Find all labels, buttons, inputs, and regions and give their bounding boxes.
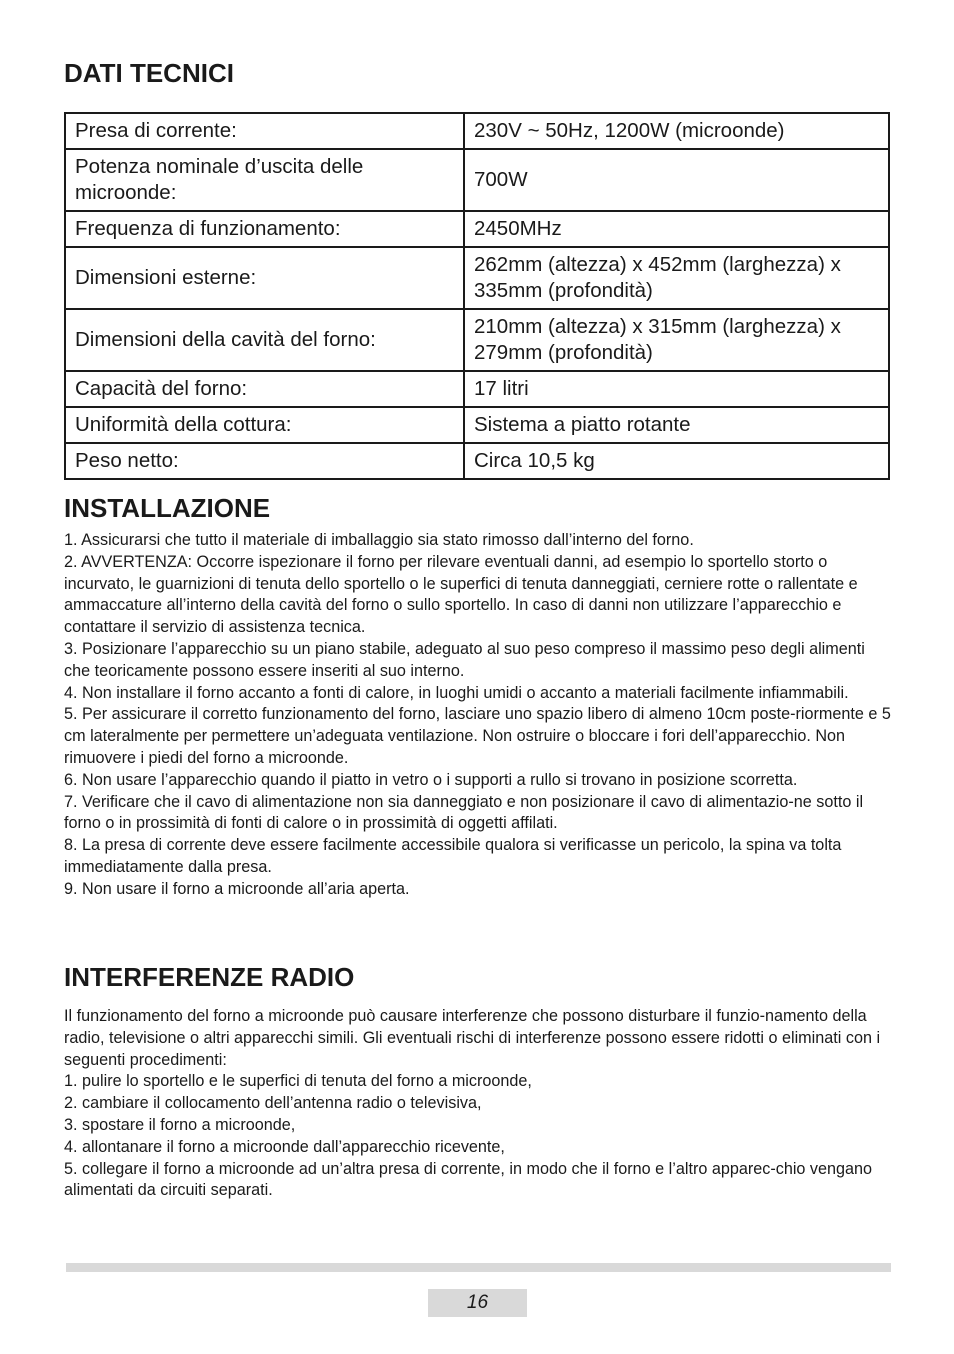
page-number: 16 [428, 1289, 527, 1317]
section-title-installation: INSTALLAZIONE [64, 493, 271, 523]
table-row [65, 149, 889, 211]
spec-label: Peso netto: [65, 443, 464, 479]
list-item: 7. Verificare che il cavo di alimentazione non sia danneggiato e non posizionare il cavo di alimentazio-ne sotto il forno o in prossimità di fonti di calore o in prossimità di oggetti affilati. [64, 792, 864, 833]
table-row [65, 309, 889, 371]
spec-label: Potenza nominale d’uscita delle microonde: [65, 149, 464, 211]
spec-value: 210mm (altezza) x 315mm (larghezza) x 279mm (profondità) [464, 309, 889, 371]
radio-interference-block [64, 1006, 894, 1202]
radio-intro: Il funzionamento del forno a microonde può causare interferenze che possono disturbare il funzio-namento della radio, televisione o altri apparecchi simili. Gli eventuali rischi di interferenze possono essere ridotti o eliminati con i seguenti procedimenti: [64, 1007, 881, 1069]
list-item: 8. La presa di corrente deve essere facilmente accessibile qualora si verificasse un pericolo, la spina va tolta immediatamente dalla presa. [64, 836, 842, 876]
list-item: 9. Non usare il forno a microonde all’aria aperta. [64, 879, 410, 898]
footer-divider [66, 1263, 891, 1272]
spec-value: 262mm (altezza) x 452mm (larghezza) x 335mm (profondità) [464, 247, 889, 309]
table-row [65, 211, 889, 247]
list-item: 3. spostare il forno a microonde, [64, 1115, 296, 1134]
list-item: 5. collegare il forno a microonde ad un’altra presa di corrente, in modo che il forno e l’altro apparec-chio vengano alimentati da circuiti separati. [64, 1159, 873, 1200]
spec-label: Uniformità della cottura: [65, 407, 464, 443]
spec-value: Sistema a piatto rotante [464, 407, 889, 443]
technical-specs-table [64, 112, 890, 480]
spec-label: Dimensioni esterne: [65, 247, 464, 309]
table-row [65, 247, 889, 309]
list-item: 2. AVVERTENZA: Occorre ispezionare il forno per rilevare eventuali danni, ad esempio lo sportello storto o incurvato, le guarnizioni di tenuta dello sportello o le superfici di tenuta danneggiati, cerniere rotte o rallentate e ammaccature all’interno della cavità del forno o sullo sportello. In caso di danni non utilizzare l’apparecchio e contattare il servizio di assistenza tecnica. [64, 552, 858, 637]
spec-value: 230V ~ 50Hz, 1200W (microonde) [464, 113, 889, 149]
spec-label: Capacità del forno: [65, 371, 464, 407]
installation-list [64, 530, 894, 901]
table-row [65, 443, 889, 479]
list-item: 6. Non usare l’apparecchio quando il piatto in vetro o i supporti a rullo si trovano in posizione scorretta. [64, 770, 798, 789]
spec-label: Presa di corrente: [65, 113, 464, 149]
spec-label: Frequenza di funzionamento: [65, 211, 464, 247]
spec-label: Dimensioni della cavità del forno: [65, 309, 464, 371]
table-row [65, 407, 889, 443]
list-item: 2. cambiare il collocamento dell’antenna radio o televisiva, [64, 1094, 482, 1113]
spec-value: 2450MHz [464, 211, 889, 247]
spec-value: 700W [464, 149, 889, 211]
list-item: 1. Assicurarsi che tutto il materiale di imballaggio sia stato rimosso dall’interno del forno. [64, 531, 694, 549]
list-item: 4. allontanare il forno a microonde dall’apparecchio ricevente, [64, 1137, 505, 1156]
table-row [65, 113, 889, 149]
section-title-technical-data: DATI TECNICI [64, 58, 234, 88]
spec-value: Circa 10,5 kg [464, 443, 889, 479]
list-item: 5. Per assicurare il corretto funzionamento del forno, lasciare uno spazio libero di almeno 10cm poste-riormente e 5 cm lateralmente per permettere un’adeguata ventilazione. Non ostruire o bloccare i fori dell’apparecchio. Non rimuovere i piedi del forno a microonde. [64, 705, 891, 767]
list-item: 4. Non installare il forno accanto a fonti di calore, in luoghi umidi o accanto a materiali facilmente infiammabili. [64, 683, 849, 702]
list-item: 1. pulire lo sportello e le superfici di tenuta del forno a microonde, [64, 1072, 532, 1091]
section-title-radio-interference: INTERFERENZE RADIO [64, 962, 355, 992]
spec-value: 17 litri [464, 371, 889, 407]
list-item: 3. Posizionare l’apparecchio su un piano stabile, adeguato al suo peso compreso il massimo peso degli alimenti che teoricamente possono essere inseriti al suo interno. [64, 639, 865, 680]
table-row [65, 371, 889, 407]
